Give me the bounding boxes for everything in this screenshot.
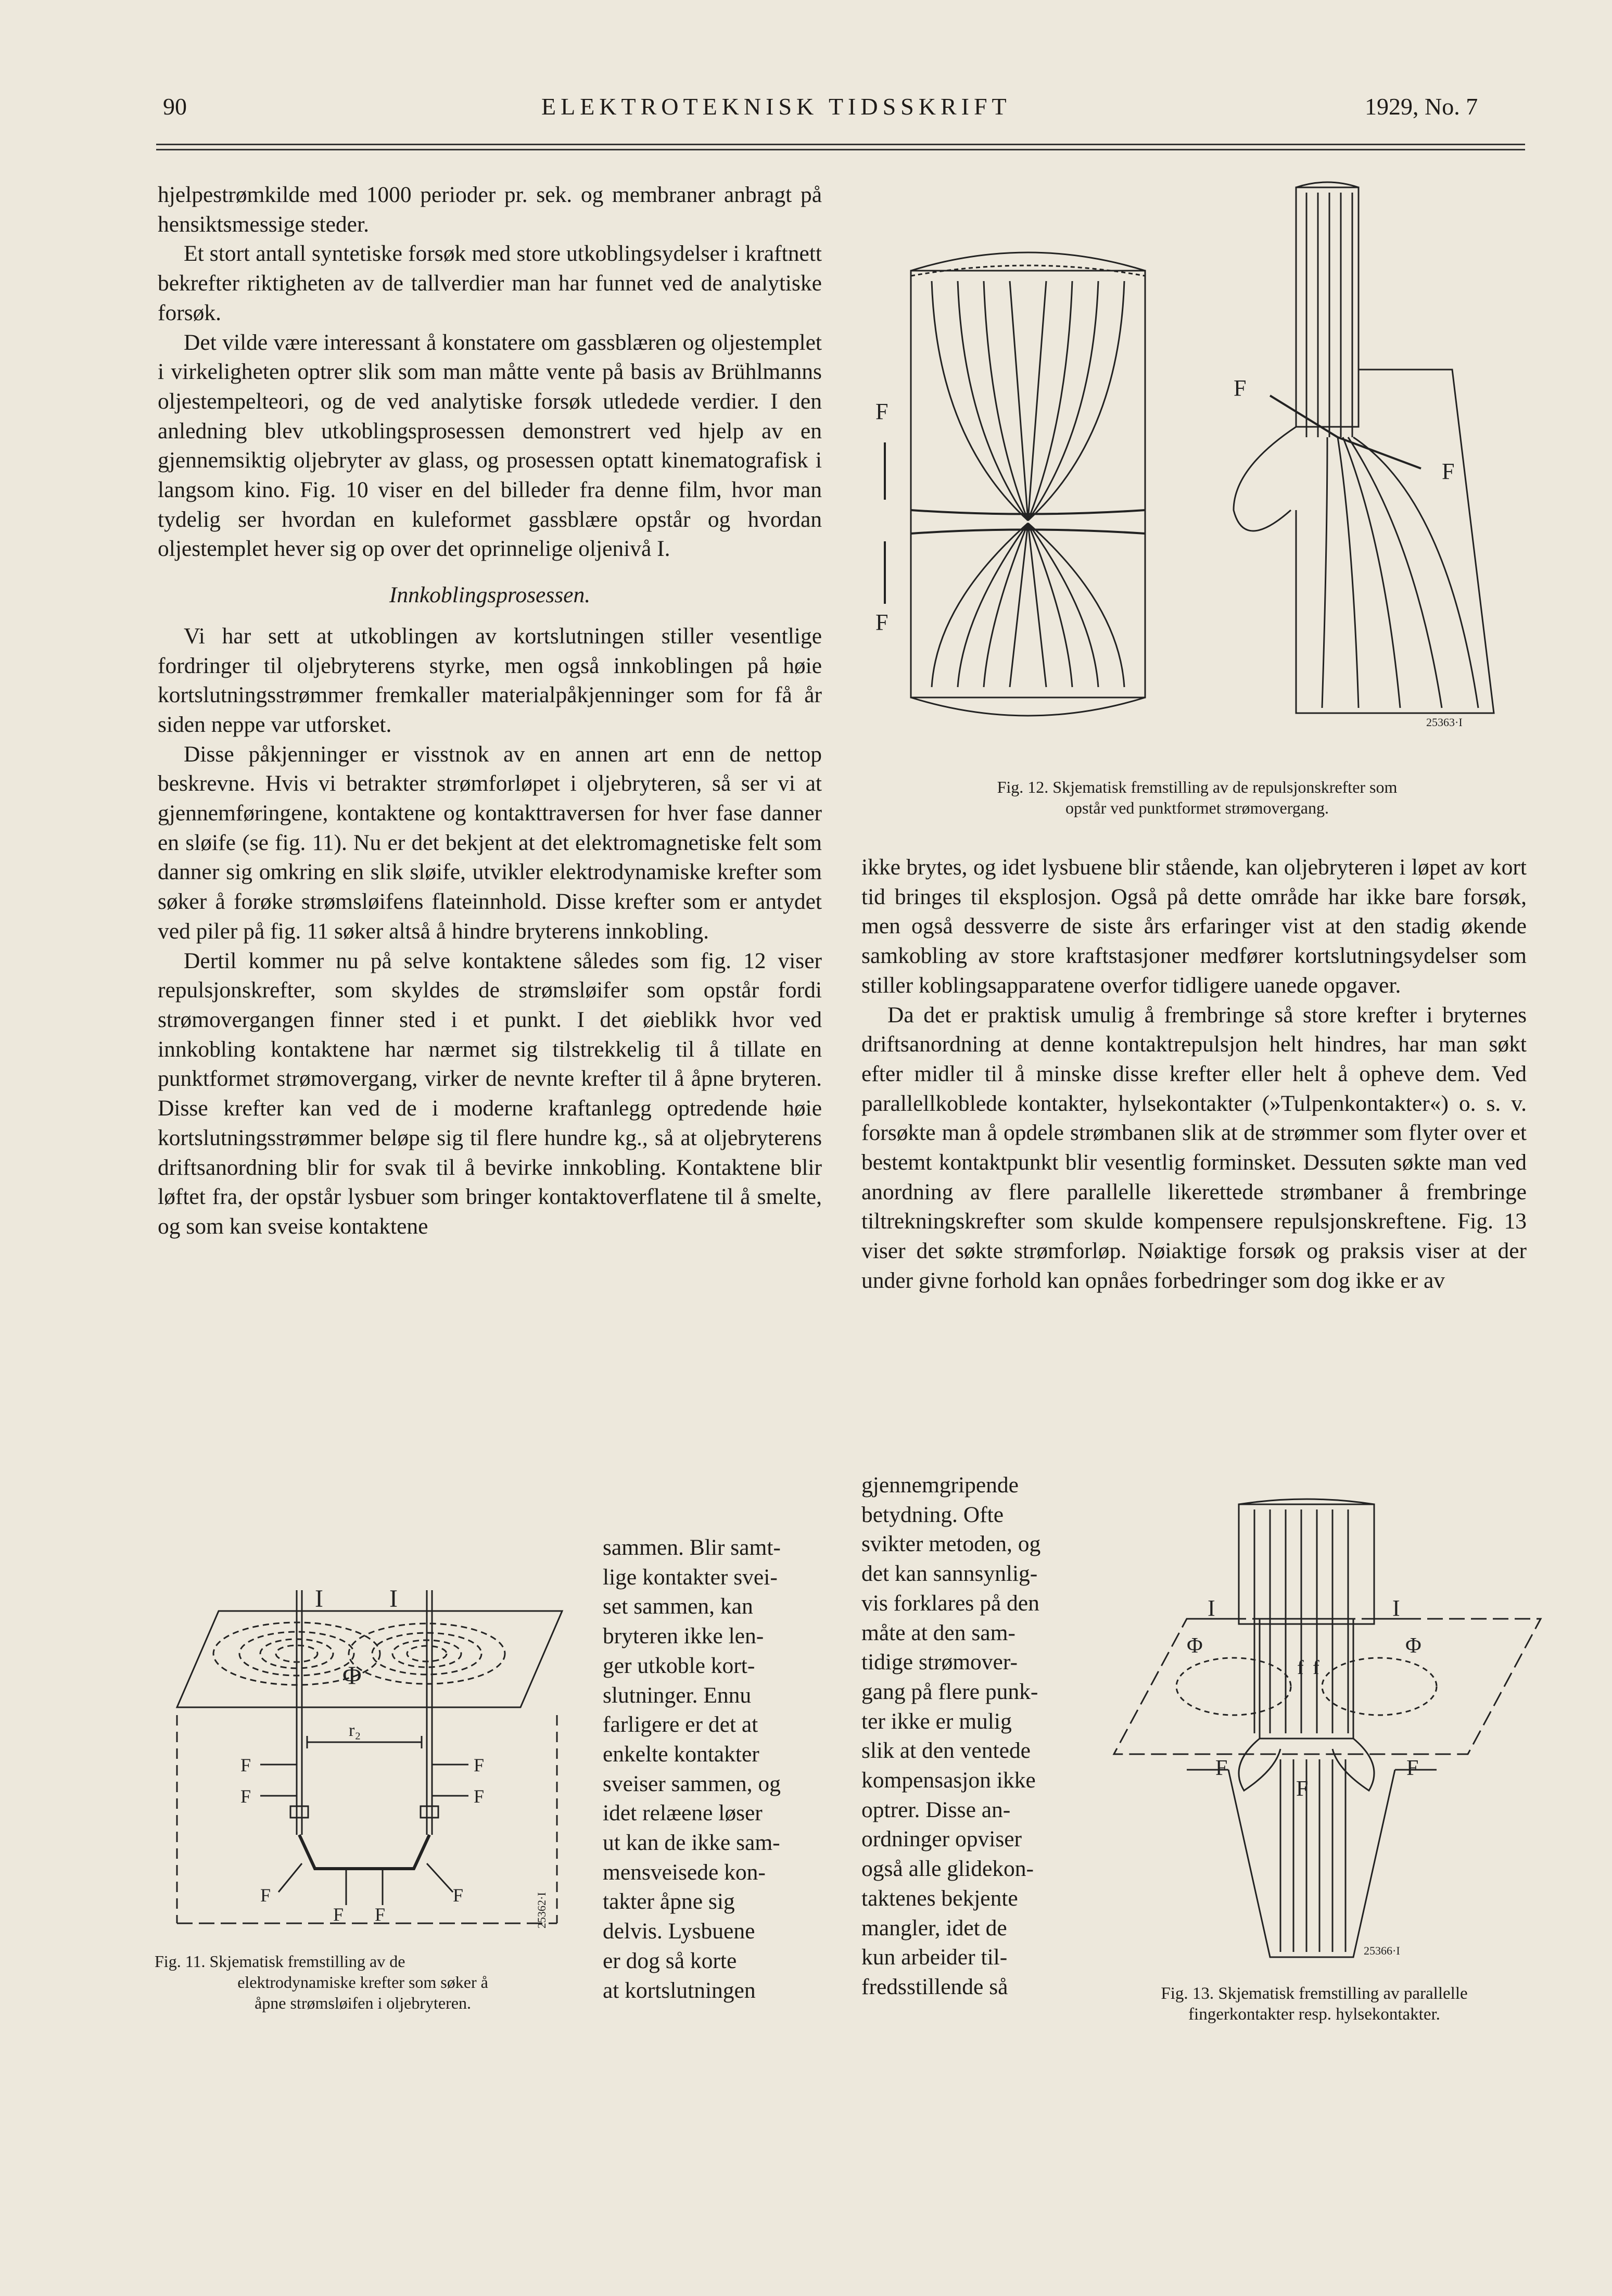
text-line: enkelte kontakter: [603, 1741, 759, 1767]
text-line: tidige strømover-: [861, 1650, 1018, 1675]
plate-number: 25366·I: [1364, 1944, 1400, 1957]
force-label: F: [1406, 1756, 1419, 1780]
text-line: optrer. Disse an-: [861, 1797, 1011, 1822]
text-line: mangler, idet de: [861, 1915, 1007, 1940]
text-line: ter ikke er mulig: [861, 1708, 1012, 1734]
text-line: kun arbeider til-: [861, 1945, 1008, 1970]
current-lines: [1254, 1509, 1348, 1952]
force-label: F: [333, 1904, 344, 1925]
text-line: sammen. Blir samt-: [603, 1535, 781, 1560]
text-line: idet relæene løser: [603, 1800, 763, 1826]
paragraph: Et stort antall syntetiske forsøk med store utkoblingsydelser i kraftnett bekrefter riktigheten av de tallverdier man har funnet ved de analytiske forsøk.: [158, 241, 822, 325]
header-rule: [156, 144, 1525, 145]
field-lines-top: [932, 281, 1124, 521]
paragraph: ikke brytes, og idet lysbuene blir stående, kan oljebryteren i løpet av kort tid bringes til eksplosjon. Også på dette område har ikke bare forsøk, men også dessverre de siste års erfaringer vist at den stadig økende samkobling av store kraftstasjoner medfører kortslutningsydelser som stiller koblingsapparatene overfor tidligere uanede opgaver.: [861, 855, 1527, 998]
text-line: takter åpne sig: [603, 1889, 735, 1914]
distance-label: r₂: [349, 1721, 361, 1740]
current-label: I: [315, 1585, 323, 1613]
text-line: delvis. Lysbuene: [603, 1919, 755, 1944]
force-label: F: [453, 1885, 464, 1906]
force-label: F: [875, 610, 888, 635]
text-line: vis forklares på den: [861, 1590, 1039, 1616]
caption-line: Fig. 13. Skjematisk fremstilling av parallelle: [1161, 1984, 1468, 2003]
text-line: mensveisede kon-: [603, 1859, 766, 1885]
page-number: 90: [163, 93, 187, 120]
left-column: [158, 180, 822, 1241]
journal-title: ELEKTROTEKNISK TIDSSKRIFT: [541, 93, 1011, 120]
current-label: I: [389, 1585, 398, 1613]
paragraph: Dertil kommer nu på selve kontaktene således som fig. 12 viser repulsjonskrefter, som skyldes de strømsløifer som opstår fordi strømovergangen finner sted i et punkt. I det øieblikk hvor ved innkobling kontaktene har nærmet sig tilstrekkelig til å tillate en punktformet strømovergang, virker de nevnte krefter til å åpne bryteren. Disse krefter kan ved de i moderne kraftanlegg optredende høie kortslutningsstrømmer beløpe sig til flere hundre kg., så at oljebryterens driftsanordning blir for svak til å bevirke innkobling. Kontaktene blir løftet fra, der opstår lysbuer som bringer kontaktoverflatene til å smelte, og som kan sveise kontaktene: [158, 948, 822, 1239]
flux-label: Φ: [1187, 1634, 1203, 1658]
finger-force-label: f: [1297, 1657, 1304, 1679]
text-line: slik at den ventede: [861, 1738, 1031, 1764]
text-line: farligere er det at: [603, 1712, 758, 1737]
force-label: F: [1234, 375, 1247, 401]
text-line: ut kan de ikke sam-: [603, 1830, 780, 1856]
text-line: også alle glidekon-: [861, 1856, 1034, 1882]
text-line: lige kontakter svei-: [603, 1564, 778, 1590]
caption-line: Fig. 12. Skjematisk fremstilling av de repulsjonskrefter som: [997, 778, 1398, 796]
force-label: F: [474, 1755, 485, 1775]
force-label: F: [1442, 459, 1455, 484]
figure-12-caption: [869, 777, 1525, 818]
text-line: betydning. Ofte: [861, 1502, 1004, 1527]
current-label: I: [1392, 1595, 1400, 1621]
text-line: bryteren ikke len-: [603, 1623, 764, 1649]
paragraph: Disse påkjenninger er visstnok av en annen art enn de nettop beskrevne. Hvis vi betrakter strømforløpet i oljebryteren, så ser vi at gjennemføringene, kontaktene og kontakttraversen for hver fase danner en sløife (se fig. 11). Nu er det bekjent at det elektromagnetiske felt som danner sig omkring en slik sløife, utvikler elektrodynamiske krefter som søker å forøke strømsløifens flateinnhold. Disse krefter som er antydet ved piler på fig. 11 søker altså å hindre bryterens innkobling.: [158, 741, 822, 944]
paragraph: Da det er praktisk umulig å frembringe så store krefter i bryternes driftsanordning at denne kontaktrepulsjon helt hindres, har man søkt efter midler til å minske disse krefter eller helt å opheve dem. Ved parallellkoblede kontakter, hylsekontakter (»Tulpenkontakter«) o. s. v. forsøkte man å opdele strømbanen slik at de strømmer som flyter over et bestemt kontaktpunkt blir vesentlig forminsket. Dessuten søkte man ved anordning av flere parallelle likerettede strømbaner å frembringe tiltrekningskrefter som skulde kompensere repulsjonskreftene. Fig. 13 viser det søkte strømforløp. Nøiaktige forsøk og praksis viser at der under givne forhold kan opnåes forbedringer som dog ikke er av: [861, 1002, 1527, 1293]
text-line: er dog så korte: [603, 1948, 737, 1973]
force-label: F: [875, 399, 888, 424]
left-wrap-text: [603, 1533, 824, 2005]
force-label: F: [375, 1904, 386, 1925]
paragraph: Det vilde være interessant å konstatere om gassblæren og oljestemplet i virkeligheten optrer slik som man måtte vente på basis av Brühlmanns oljestempelteori, og de ved analytiske forsøk utledede verdier. I den anledning blev utkoblingsprosessen demonstrert ved hjelp av en gjennemsiktig oljebryter av glass, og prosessen optatt kinematografisk i langsom kino. Fig. 10 viser en del billeder fra denne film, hvor man tydelig ser hvordan en kuleformet gassblære opstår og hvordan oljestemplet hever sig op over det oprinnelige oljenivå I.: [158, 329, 822, 562]
text-line: svikter metoden, og: [861, 1531, 1041, 1557]
text-line: gjennemgripende: [861, 1473, 1019, 1498]
text-line: set sammen, kan: [603, 1594, 753, 1619]
flux-label: Φ: [1405, 1634, 1421, 1658]
force-label: F: [240, 1786, 251, 1807]
text-line: fredsstillende så: [861, 1974, 1008, 1999]
figure-13-caption: [1093, 1983, 1535, 2025]
section-title: Innkoblingsprosessen.: [389, 582, 591, 608]
text-line: kompensasjon ikke: [861, 1768, 1036, 1793]
plate-number: 25363·I: [1426, 716, 1463, 729]
text-line: taktenes bekjente: [861, 1885, 1018, 1911]
figure-11: [156, 1585, 578, 1949]
force-label: F: [474, 1786, 485, 1807]
figure-12: [869, 177, 1525, 729]
header-rule-2: [156, 149, 1525, 150]
current-label: I: [1208, 1595, 1215, 1621]
text-line: det kan sannsynlig-: [861, 1561, 1038, 1587]
finger-force-label: f: [1313, 1657, 1319, 1679]
text-line: måte at den sam-: [861, 1620, 1016, 1645]
caption-line: fingerkontakter resp. hylsekontakter.: [1188, 2005, 1440, 2024]
text-line: ordninger opviser: [861, 1826, 1022, 1852]
caption-line: elektrodynamiske krefter som søker å: [237, 1973, 488, 1991]
figure-13: [1103, 1499, 1541, 1978]
field-lines-bottom: [932, 523, 1124, 687]
text-line: sveiser sammen, og: [603, 1771, 781, 1796]
text-line: ger utkoble kort-: [603, 1653, 755, 1678]
flux-label: Φ: [342, 1660, 362, 1690]
text-line: at kortslutningen: [603, 1977, 756, 2003]
right-wrap-text: [861, 1470, 1080, 2002]
force-label: F: [1296, 1777, 1309, 1801]
paragraph: Vi har sett at utkoblingen av kortslutningen stiller vesentlige fordringer til oljebryterens styrke, men også innkoblingen på høie kortslutningsstrømmer fremkaller materialpåkjenninger som for få år siden neppe var utforsket.: [158, 623, 822, 737]
text-line: slutninger. Ennu: [603, 1682, 752, 1708]
caption-line: åpne strømsløifen i oljebryteren.: [255, 1994, 471, 2012]
force-label: F: [260, 1885, 271, 1906]
force-label: F: [1215, 1756, 1228, 1780]
field-lines-right: [1306, 193, 1478, 708]
paragraph: hjelpestrømkilde med 1000 perioder pr. sek. og membraner anbragt på hensiktsmessige steder.: [158, 182, 822, 237]
right-column: [861, 853, 1527, 1296]
issue-label: 1929, No. 7: [1365, 93, 1478, 120]
text-line: gang på flere punk-: [861, 1679, 1038, 1704]
caption-line: Fig. 11. Skjematisk fremstilling av de: [155, 1952, 405, 1971]
force-label: F: [240, 1755, 251, 1775]
plate-number: 25362·I: [535, 1892, 548, 1929]
figure-11-caption: [155, 1951, 571, 2013]
caption-line: opstår ved punktformet strømovergang.: [1065, 798, 1329, 817]
